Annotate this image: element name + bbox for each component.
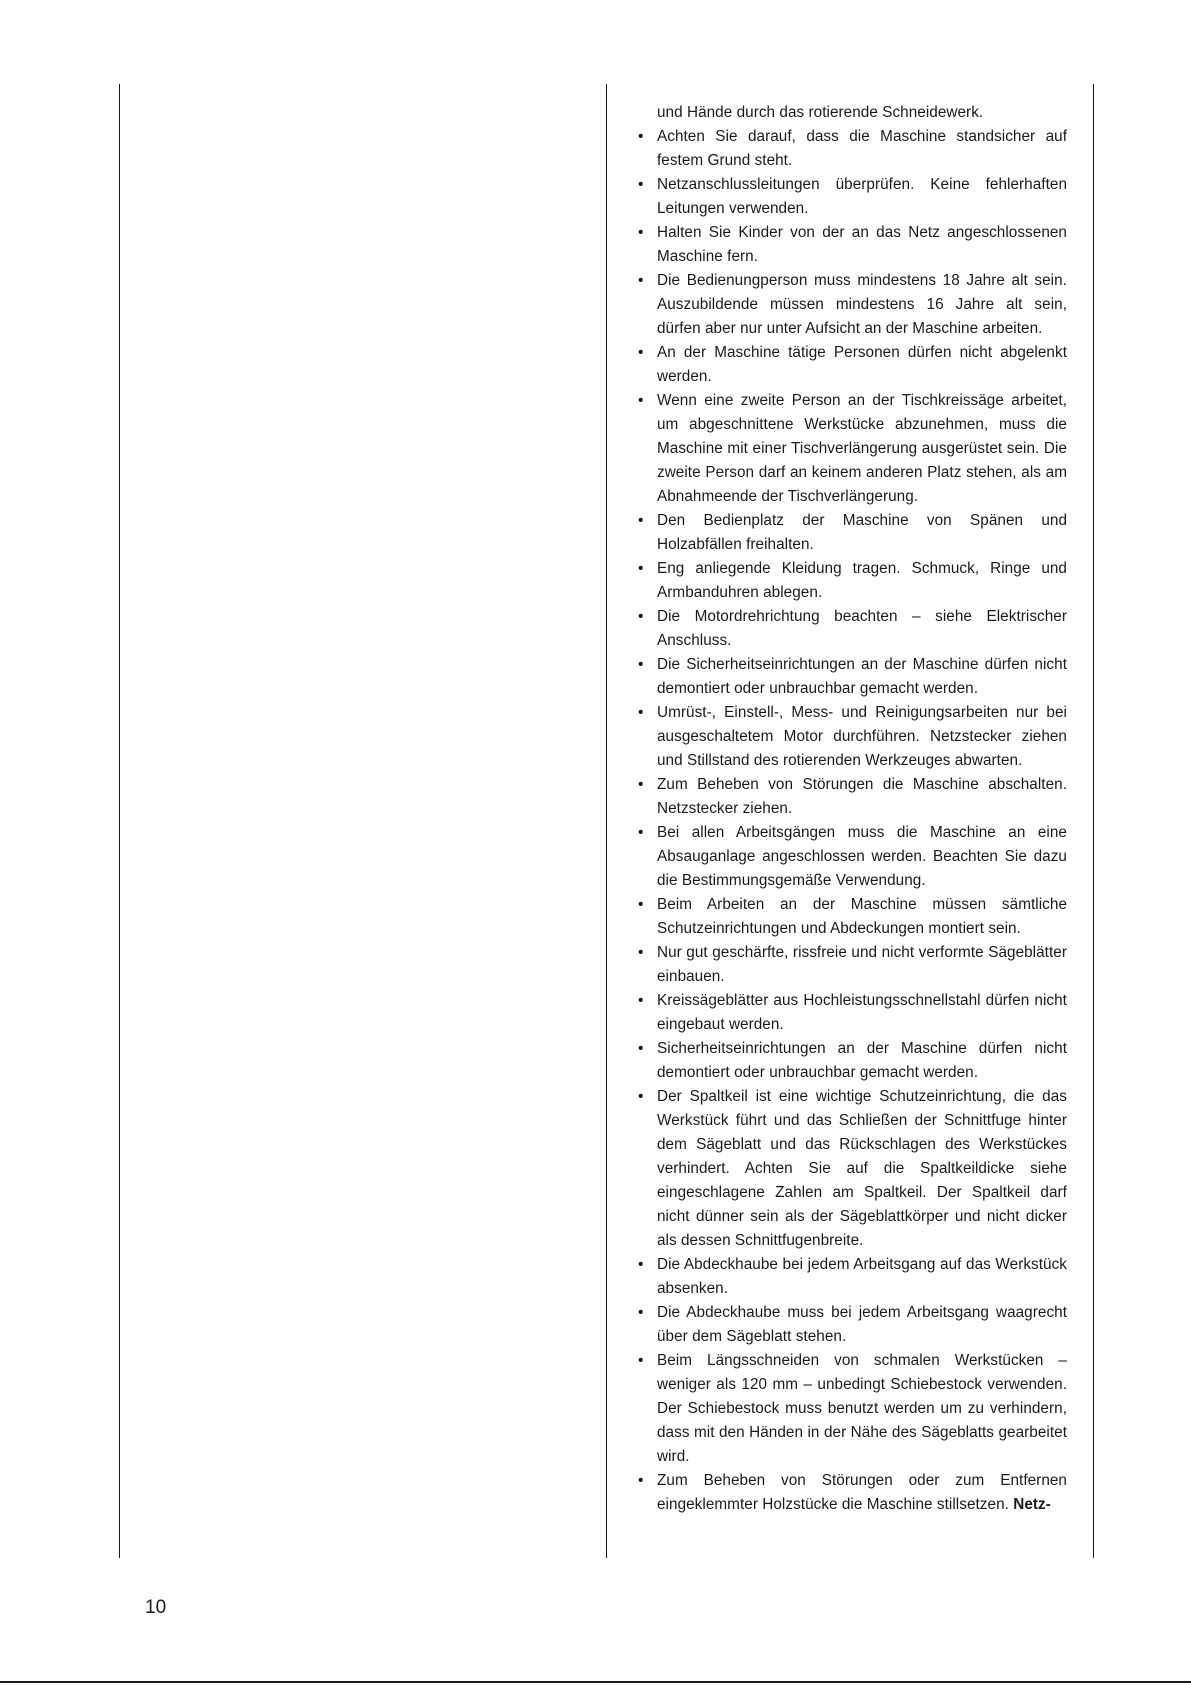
bullet-item: • Wenn eine zweite Person an der Tischkreissäge arbeitet, um abgeschnittene Werkstücke abzunehmen, muss die Maschine mit einer Tischverlängerung ausgerüstet sein. Die zweite Person darf an keinem anderen Platz stehen, als am Abnahmeende der Tischverlängerung. (637, 389, 1067, 509)
bullet-item: • Bei allen Arbeitsgängen muss die Maschine an eine Absauganlage angeschlossen werden. Beachten Sie dazu die Bestimmungsgemäße Verwendung. (637, 821, 1067, 893)
bullet-item: • Beim Längsschneiden von schmalen Werkstücken – weniger als 120 mm – unbedingt Schiebestock verwenden. Der Schiebestock muss benutzt werden um zu verhindern, dass mit den Händen in der Nähe des Sägeblatts gearbeitet wird. (637, 1349, 1067, 1469)
bullet-item: • Kreissägeblätter aus Hochleistungsschnellstahl dürfen nicht eingebaut werden. (637, 989, 1067, 1037)
bullet-item: • Eng anliegende Kleidung tragen. Schmuck, Ringe und Armbanduhren ablegen. (637, 557, 1067, 605)
bullet-item-bold-tail: Netz- (1013, 1496, 1051, 1513)
bullet-item: • An der Maschine tätige Personen dürfen nicht abgelenkt werden. (637, 341, 1067, 389)
bullet-item: • Halten Sie Kinder von der an das Netz angeschlossenen Maschine fern. (637, 221, 1067, 269)
bullet-item: • Zum Beheben von Störungen die Maschine abschalten. Netzstecker ziehen. (637, 773, 1067, 821)
bullet-item: • Umrüst-, Einstell-, Mess- und Reinigungsarbeiten nur bei ausgeschaltetem Motor durchführen. Netzstecker ziehen und Stillstand des rotierenden Werkzeuges abwarten. (637, 701, 1067, 773)
bullet-item: • Die Motordrehrichtung beachten – siehe Elektrischer Anschluss. (637, 605, 1067, 653)
footer-rule (0, 1681, 1191, 1683)
bullet-item: • Der Spaltkeil ist eine wichtige Schutzeinrichtung, die das Werkstück führt und das Schließen der Schnittfuge hinter dem Sägeblatt und das Rückschlagen des Werkstückes verhindert. Achten Sie auf die Spaltkeildicke siehe eingeschlagene Zahlen am Spaltkeil. Der Spaltkeil darf nicht dünner sein als der Sägeblattkörper und nicht dicker als dessen Schnittfugenbreite. (637, 1085, 1067, 1253)
bullet-item: • Achten Sie darauf, dass die Maschine standsicher auf festem Grund steht. (637, 125, 1067, 173)
bullet-item: • Beim Arbeiten an der Maschine müssen sämtliche Schutzeinrichtungen und Abdeckungen montiert sein. (637, 893, 1067, 941)
bullet-item: • Netzanschlussleitungen überprüfen. Keine fehlerhaften Leitungen verwenden. (637, 173, 1067, 221)
right-text-column (637, 101, 1067, 1517)
page-number: 10 (145, 1597, 167, 1618)
bullet-item: • Die Abdeckhaube muss bei jedem Arbeitsgang waagrecht über dem Sägeblatt stehen. (637, 1301, 1067, 1349)
bullet-item-last (637, 1469, 1067, 1517)
bullet-item: • Die Abdeckhaube bei jedem Arbeitsgang auf das Werkstück absenken. (637, 1253, 1067, 1301)
bullet-item: • Nur gut geschärfte, rissfreie und nicht verformte Sägeblätter einbauen. (637, 941, 1067, 989)
safety-bullet-list (637, 125, 1067, 1517)
continued-paragraph: und Hände durch das rotierende Schneidewerk. (657, 104, 984, 121)
bullet-item: • Die Sicherheitseinrichtungen an der Maschine dürfen nicht demontiert oder unbrauchbar gemacht werden. (637, 653, 1067, 701)
bullet-item: • Den Bedienplatz der Maschine von Spänen und Holzabfällen freihalten. (637, 509, 1067, 557)
right-margin-rule (1093, 84, 1094, 1558)
bullet-item: • Die Bedienungperson muss mindestens 18 Jahre alt sein. Auszubildende müssen mindestens 16 Jahre alt sein, dürfen aber nur unter Aufsicht an der Maschine arbeiten. (637, 269, 1067, 341)
column-divider-rule (606, 84, 607, 1558)
bullet-item: • Sicherheitseinrichtungen an der Maschine dürfen nicht demontiert oder unbrauchbar gemacht werden. (637, 1037, 1067, 1085)
bullet-item-text: Zum Beheben von Störungen oder zum Entfernen eingeklemmter Holzstücke die Maschine stillsetzen. (657, 1472, 1067, 1513)
left-margin-rule (119, 84, 120, 1558)
